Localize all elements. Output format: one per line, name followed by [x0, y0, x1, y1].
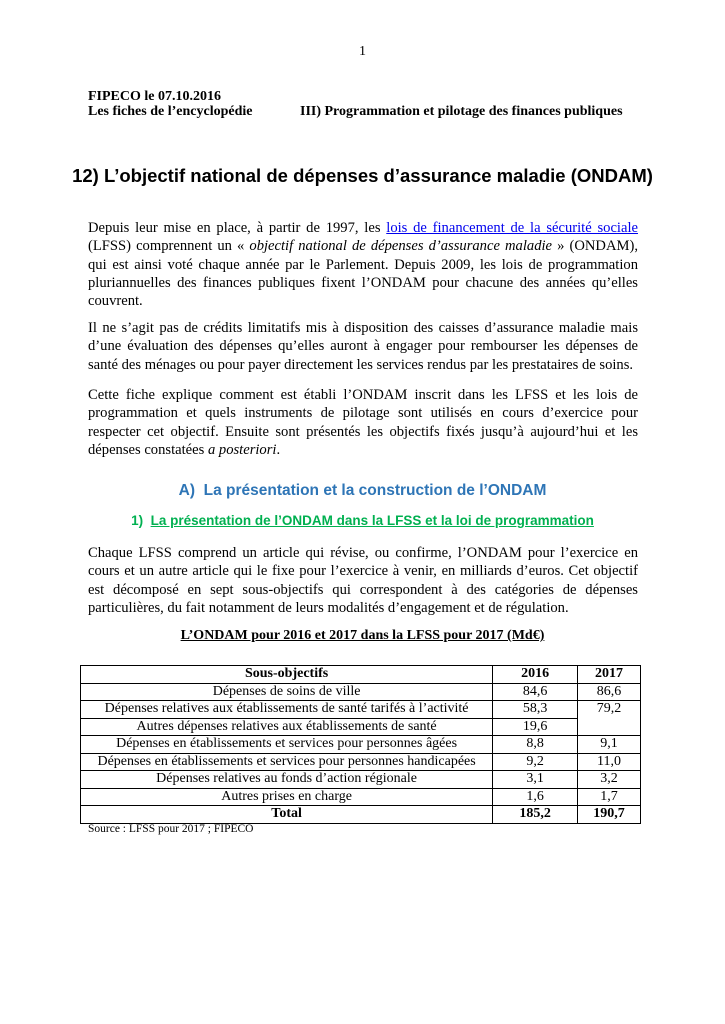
- cell: 185,2: [493, 806, 578, 824]
- header-cell: 2017: [578, 666, 641, 684]
- header-cell: 2016: [493, 666, 578, 684]
- section-label: La présentation et la construction de l’ONDAM: [203, 482, 547, 499]
- cell: 190,7: [578, 806, 641, 824]
- italic-text: objectif national de dépenses d’assurance maladie: [249, 238, 553, 255]
- header-line2: [88, 104, 638, 120]
- cell: 1,7: [578, 788, 641, 806]
- cell: Dépenses en établissements et services pour personnes âgées: [81, 736, 493, 754]
- table-source: Source : LFSS pour 2017 ; FIPECO: [88, 823, 254, 835]
- cell: 1,6: [493, 788, 578, 806]
- section-heading-1: [0, 513, 725, 528]
- table-row: [81, 718, 641, 736]
- cell: Dépenses relatives aux établissements de santé tarifés à l’activité: [81, 701, 493, 719]
- cell: Autres prises en charge: [81, 788, 493, 806]
- table-row: [81, 788, 641, 806]
- header-cell: Sous-objectifs: [81, 666, 493, 684]
- cell: 11,0: [578, 753, 641, 771]
- cell: 9,1: [578, 736, 641, 754]
- lfss-link[interactable]: lois de financement de la sécurité sociale: [386, 220, 638, 236]
- section-number: 1): [131, 513, 144, 528]
- table-total-row: [81, 806, 641, 824]
- paragraph-intro: [88, 219, 638, 310]
- text: Depuis leur mise en place, à partir de 1997, les: [88, 220, 387, 236]
- section-number: A): [178, 482, 195, 499]
- table-caption: L’ONDAM pour 2016 et 2017 dans la LFSS pour 2017 (Md€): [180, 628, 545, 643]
- cell: Total: [81, 806, 493, 824]
- table-header-row: [81, 666, 641, 684]
- header-chapter: III) Programmation et pilotage des finances publiques: [300, 104, 623, 119]
- cell: 79,2: [578, 701, 641, 736]
- cell: Autres dépenses relatives aux établissements de santé: [81, 718, 493, 736]
- cell: 84,6: [493, 683, 578, 701]
- section-label: La présentation de l’ONDAM dans la LFSS et la loi de programmation: [150, 513, 594, 528]
- cell: 3,1: [493, 771, 578, 789]
- text: (LFSS) comprennent un «: [88, 238, 250, 255]
- cell: 9,2: [493, 753, 578, 771]
- table-row: [81, 771, 641, 789]
- paragraph-2: Il ne s’agit pas de crédits limitatifs mis à disposition des caisses d’assurance maladie mais d’une évaluation des dépenses qu’elles auront à engager pour rembourser les dépenses de santé des ménages ou pour payer directement les services rendus par les prestataires de soins.: [88, 320, 638, 373]
- cell: 86,6: [578, 683, 641, 701]
- cell: 8,8: [493, 736, 578, 754]
- paragraph-4: Chaque LFSS comprend un article qui révise, ou confirme, l’ONDAM pour l’exercice en cours et un autre article qui le fixe pour l’exercice à venir, en milliards d’euros. Cet objectif est décomposé en sept sous-objectifs qui correspondent à des catégories de dépenses particulières, du fait notamment de leurs modalités d’engagement et de régulation.: [88, 545, 638, 616]
- header-series: Les fiches de l’encyclopédie: [88, 104, 253, 119]
- table-row: [81, 736, 641, 754]
- header-date: FIPECO le 07.10.2016: [88, 89, 221, 104]
- ondam-table: [80, 665, 641, 824]
- page-title: 12) L’objectif national de dépenses d’assurance maladie (ONDAM): [72, 165, 653, 186]
- table-row: [81, 701, 641, 719]
- cell: Dépenses de soins de ville: [81, 683, 493, 701]
- italic-text: a posteriori: [207, 441, 277, 458]
- cell: 3,2: [578, 771, 641, 789]
- cell: 19,6: [493, 718, 578, 736]
- cell: 58,3: [493, 701, 578, 719]
- section-heading-a: [0, 482, 725, 500]
- table-row: [81, 753, 641, 771]
- table-row: [81, 683, 641, 701]
- page-number: 1: [359, 44, 366, 59]
- cell: Dépenses en établissements et services pour personnes handicapées: [81, 753, 493, 771]
- text: .: [276, 441, 281, 458]
- paragraph-3: [88, 386, 638, 459]
- cell: Dépenses relatives au fonds d’action régionale: [81, 771, 493, 789]
- text: » (ONDAM), qui est ainsi voté chaque année par le Parlement. Depuis 2009, les lois de programmation pluriannuelles des finances publiques fixent l’ONDAM pour chacune des années qu’elles couvrent.: [88, 238, 638, 310]
- text: Cette fiche explique comment est établi l’ONDAM inscrit dans les LFSS et les lois de programmation et quels instruments de pilotage sont utilisés en cours d’exercice pour respecter cet objectif. Ensuite sont présentés les objectifs fixés jusqu’à aujourd’hui et les dépenses constatées: [88, 387, 638, 458]
